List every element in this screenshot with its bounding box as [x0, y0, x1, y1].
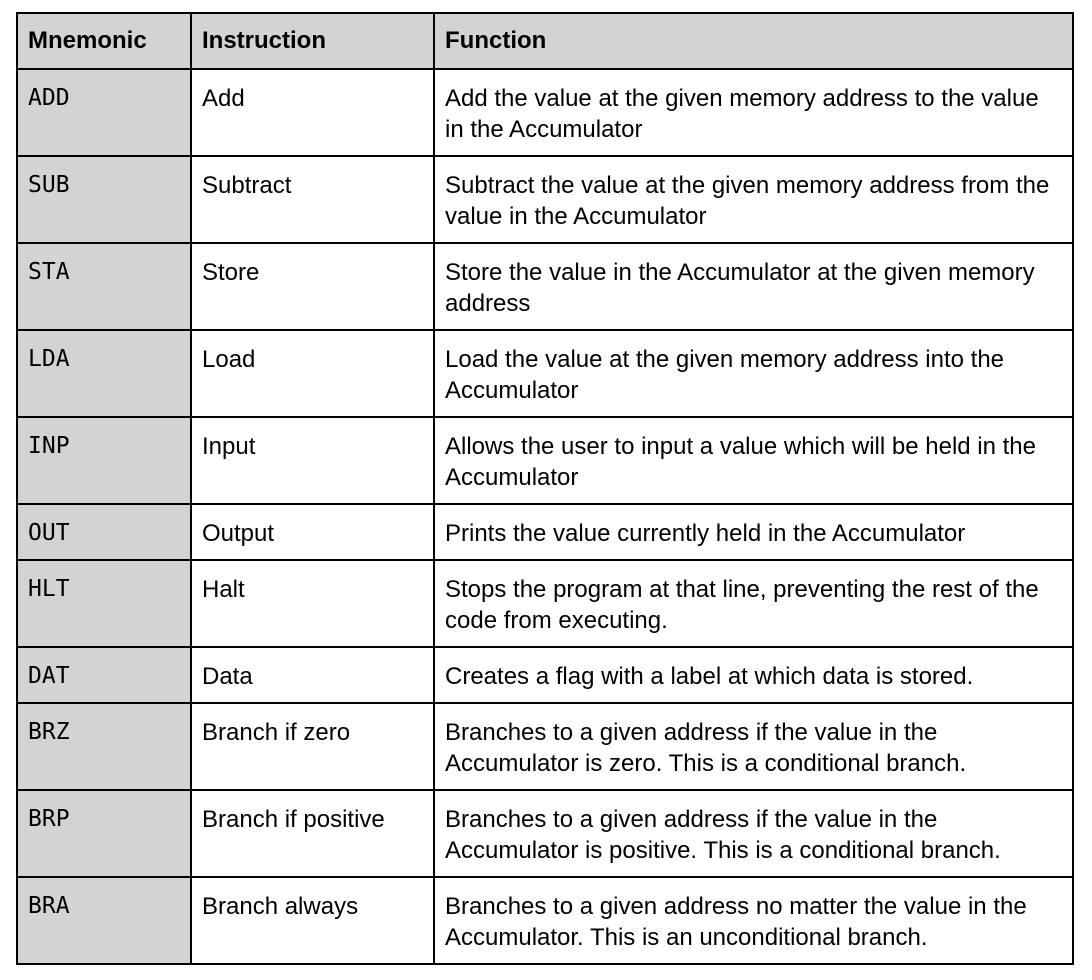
table-row — [17, 243, 1073, 330]
instruction-cell: Branch if zero — [191, 703, 434, 790]
mnemonic-cell: ADD — [17, 69, 191, 156]
instruction-cell: Store — [191, 243, 434, 330]
mnemonic-cell: LDA — [17, 330, 191, 417]
table-row — [17, 560, 1073, 647]
header-instruction: Instruction — [191, 13, 434, 69]
mnemonic-cell: SUB — [17, 156, 191, 243]
table-row — [17, 703, 1073, 790]
function-cell: Stops the program at that line, preventing the rest of the code from executing. — [434, 560, 1073, 647]
mnemonic-cell: BRZ — [17, 703, 191, 790]
instruction-cell: Add — [191, 69, 434, 156]
mnemonic-cell: INP — [17, 417, 191, 504]
instruction-cell: Subtract — [191, 156, 434, 243]
function-cell: Add the value at the given memory address to the value in the Accumulator — [434, 69, 1073, 156]
table-header — [17, 13, 1073, 69]
table-row — [17, 330, 1073, 417]
function-cell: Branches to a given address if the value in the Accumulator is positive. This is a conditional branch. — [434, 790, 1073, 877]
instruction-cell: Branch always — [191, 877, 434, 964]
instruction-cell: Data — [191, 647, 434, 703]
mnemonic-cell: HLT — [17, 560, 191, 647]
table-row — [17, 417, 1073, 504]
instruction-table — [16, 12, 1074, 965]
function-cell: Branches to a given address if the value in the Accumulator is zero. This is a conditional branch. — [434, 703, 1073, 790]
mnemonic-cell: DAT — [17, 647, 191, 703]
instruction-cell: Halt — [191, 560, 434, 647]
instruction-cell: Branch if positive — [191, 790, 434, 877]
header-mnemonic: Mnemonic — [17, 13, 191, 69]
function-cell: Store the value in the Accumulator at the given memory address — [434, 243, 1073, 330]
table-row — [17, 504, 1073, 560]
function-cell: Creates a flag with a label at which data is stored. — [434, 647, 1073, 703]
table-row — [17, 790, 1073, 877]
instruction-cell: Input — [191, 417, 434, 504]
table-row — [17, 69, 1073, 156]
function-cell: Branches to a given address no matter the value in the Accumulator. This is an unconditional branch. — [434, 877, 1073, 964]
table-row — [17, 156, 1073, 243]
instruction-cell: Output — [191, 504, 434, 560]
instruction-cell: Load — [191, 330, 434, 417]
table-row — [17, 877, 1073, 964]
table-body — [17, 69, 1073, 964]
mnemonic-cell: OUT — [17, 504, 191, 560]
header-row — [17, 13, 1073, 69]
function-cell: Subtract the value at the given memory address from the value in the Accumulator — [434, 156, 1073, 243]
mnemonic-cell: BRA — [17, 877, 191, 964]
table-row — [17, 647, 1073, 703]
function-cell: Allows the user to input a value which will be held in the Accumulator — [434, 417, 1073, 504]
mnemonic-cell: BRP — [17, 790, 191, 877]
function-cell: Load the value at the given memory address into the Accumulator — [434, 330, 1073, 417]
function-cell: Prints the value currently held in the Accumulator — [434, 504, 1073, 560]
mnemonic-cell: STA — [17, 243, 191, 330]
header-function: Function — [434, 13, 1073, 69]
